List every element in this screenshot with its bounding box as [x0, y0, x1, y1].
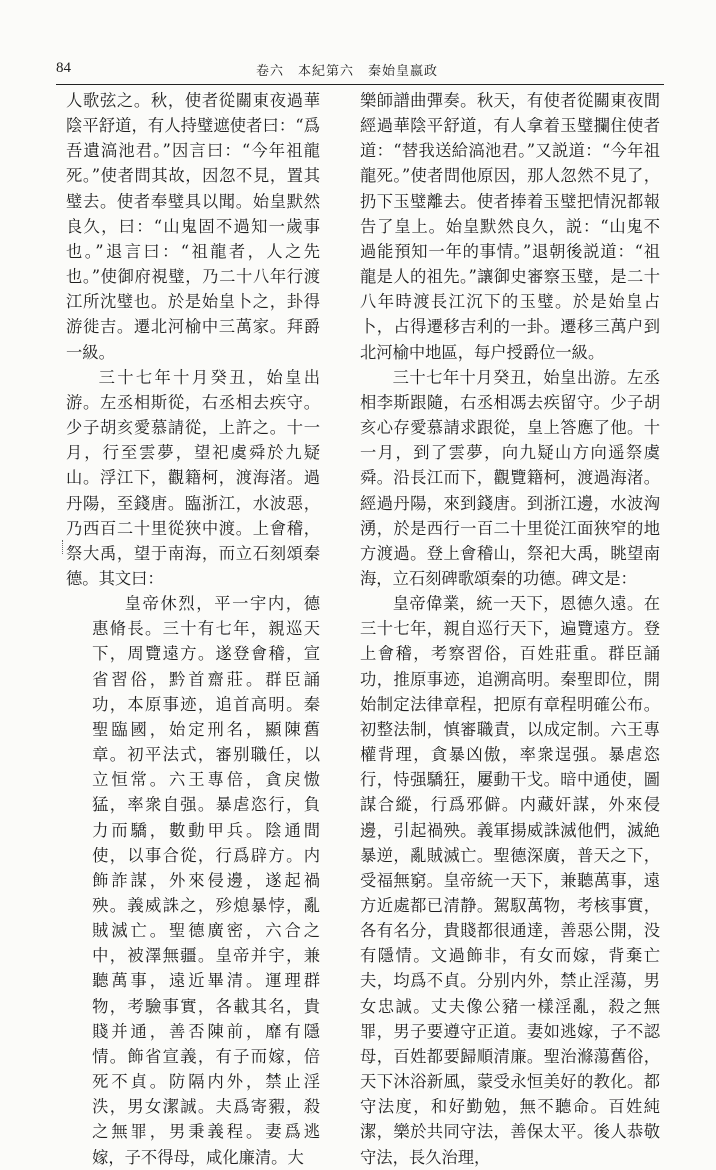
- classical-paragraph-1: 人歌弦之。秋，使者從關東夜過華陰平舒道，有人持璧遮使者曰：“爲吾遺滈池君。”因言曰：“今年祖龍死。”使者問其故，因忽不見，置其璧去。使者奉璧具以聞。始皇默然良久，曰：“山鬼固不過知一歲事也。”退言曰：“祖龍者，人之先也。”使御府視璧，乃二十八年行渡江所沈璧也。於是始皇卜之，卦得游徙吉。遷北河榆中三萬家。拜爵一級。: [66, 91, 320, 362]
- translation-column: [360, 88, 660, 1167]
- classical-inscription: 皇帝休烈，平一宇内，德惠脩長。三十有七年，親巡天下，周覽遠方。遂登會稽，宣省習俗，黔首齋莊。群臣誦功，本原事迹，追首高明。秦聖臨國，始定刑名，顯陳舊章。初平法式，審别職任，以立恒常。六王專倍，貪戾慠猛，率衆自强。暴虐恣行，負力而驕，數動甲兵。陰通間使，以事合從，行爲辟方。内飾詐謀，外來侵邊，遂起禍殃。義威誅之，殄熄暴悖，亂賊滅亡。聖德廣密，六合之中，被澤無疆。皇帝并宇，兼聽萬事，遠近畢清。運理群物，考驗事實，各載其名，貴賤并通，善否陳前，靡有隱情。飾省宣義，有子而嫁，倍死不貞。防隔内外，禁止淫泆，男女潔誠。夫爲寄豭，殺之無罪，男秉義程。妻爲逃嫁，子不得母，咸化廉清。大: [92, 594, 320, 1167]
- running-head: 卷六 本紀第六 秦始皇嬴政: [256, 64, 439, 79]
- translation-inscription: 皇帝偉業，統一天下，恩德久遠。在三十七年，親自巡行天下，遍覽遠方。登上會稽，考察習俗，百姓莊重。群臣誦功，推原事迹，追溯高明。秦聖即位，開始制定法律章程，把原有章程明確公布。初整法制，慎審職責，以成定制。六王專權背理，貪暴凶傲，率衆逞强。暴虐恣行，恃强驕狂，屢動干戈。暗中通使，圖謀合縱，行爲邪僻。内藏奸謀，外來侵邊，引起禍殃。義軍揚威誅滅他們，滅絶暴逆，亂賊滅亡。聖德深廣，普天之下，受福無窮。皇帝統一天下，兼聽萬事，遠方近處都已清静。駕馭萬物，考核事實，各有名分，貴賤都很通達，善惡公開，没有隱情。文過飾非，有女而嫁，背棄亡夫，均爲不貞。分别内外，禁止淫蕩，男女忠誠。丈夫像公豬一樣淫亂，殺之無罪，男子要遵守正道。妻如逃嫁，子不認母，百姓都要歸順清廉。聖治滌蕩舊俗，天下沐浴新風，蒙受永恒美好的教化。都守法度，和好勤勉，無不聽命。百姓純潔，樂於共同守法，善保太平。後人恭敬守法，長久治理，: [360, 594, 660, 1167]
- classical-text-column: [66, 88, 320, 1167]
- header-rule: [56, 84, 664, 85]
- translation-paragraph-2: 三十七年十月癸丑，始皇出游。左丞相李斯跟隨，右丞相馮去疾留守。少子胡亥心存愛慕請求跟從，皇上答應了他。十一月，到了雲夢，向九疑山方向遥祭虞舜。沿長江而下，觀覽籍柯，渡過海渚。經過丹陽，來到錢唐。到浙江邊，水波洶湧，於是西行一百二十里從江面狹窄的地方渡過。登上會稽山，祭祀大禹，眺望南海，立石刻碑歌頌秦的功德。碑文是：: [360, 367, 660, 588]
- translation-paragraph-1: 樂師譜曲彈奏。秋天，有使者從關東夜間經過華陰平舒道，有人拿着玉璧攔住使者道：“替我送給滈池君。”又説道：“今年祖龍死。”使者問他原因，那人忽然不見了，扔下玉璧離去。使者捧着玉璧把情況都報告了皇上。始皇默然良久，説：“山鬼不過能預知一年的事情。”退朝後説道：“祖龍是人的祖先。”讓御史審察玉璧，是二十八年時渡長江沉下的玉璧。於是始皇占卜，占得遷移吉利的一卦。遷移三萬户到北河榆中地區，每户授爵位一級。: [360, 91, 660, 362]
- classical-paragraph-2: 三十七年十月癸丑，始皇出游。左丞相斯從，右丞相去疾守。少子胡亥愛慕請從，上許之。十一月，行至雲夢，望祀虞舜於九疑山。浮江下，觀籍柯，渡海渚。過丹陽，至錢唐。臨浙江，水波惡，乃西百二十里從狹中渡。上會稽，祭大禹，望于南海，而立石刻頌秦德。其文曰：: [66, 367, 320, 588]
- page-number: 84: [56, 60, 71, 76]
